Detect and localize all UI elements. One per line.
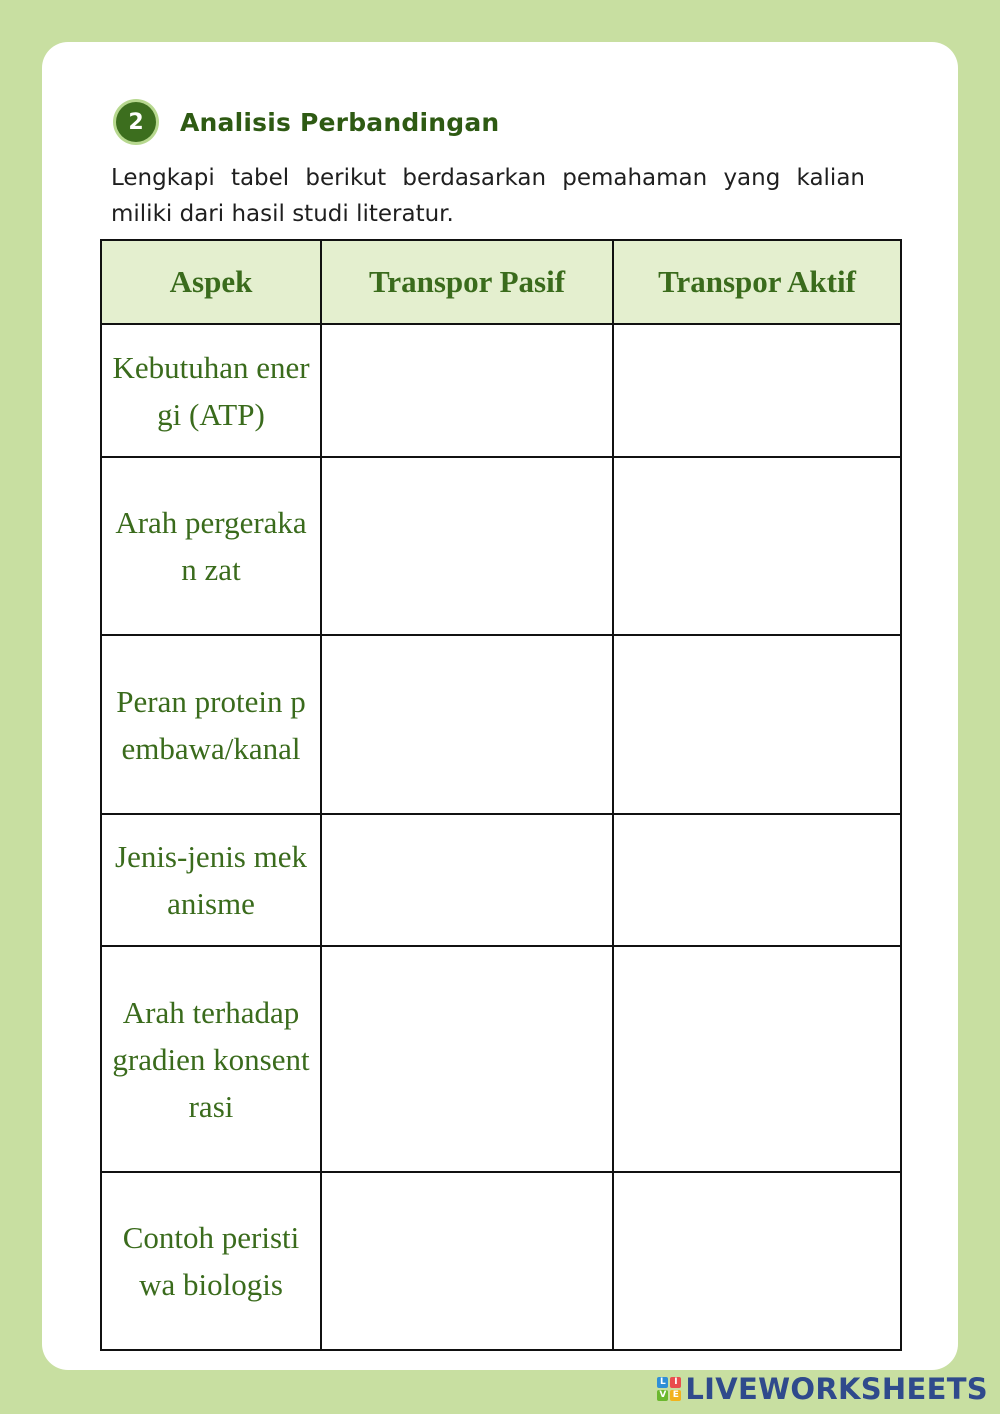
answer-cell-pasif[interactable] [321,1172,613,1350]
section-number-badge: 2 [116,102,156,142]
logo-letter: E [670,1390,681,1401]
table-row [101,457,901,635]
answer-cell-aktif[interactable] [613,457,901,635]
header-transpor-aktif: Transpor Aktif [613,240,901,324]
logo-letter: I [670,1377,681,1388]
answer-cell-pasif[interactable] [321,324,613,457]
aspect-cell: Arah pergerakan zat [101,457,321,635]
table-row [101,635,901,814]
header-aspek: Aspek [101,240,321,324]
table-row [101,814,901,946]
brand-name: LIVEWORKSHEETS [685,1372,988,1406]
aspect-cell: Contoh peristiwa biologis [101,1172,321,1350]
answer-cell-aktif[interactable] [613,635,901,814]
aspect-cell: Jenis-jenis mekanisme [101,814,321,946]
answer-cell-pasif[interactable] [321,457,613,635]
liveworksheets-mark-icon [657,1377,681,1401]
answer-cell-aktif[interactable] [613,324,901,457]
table-row [101,1172,901,1350]
section-header [116,102,499,142]
comparison-table [100,239,902,1351]
table-header-row [101,240,901,324]
answer-cell-pasif[interactable] [321,814,613,946]
liveworksheets-logo [657,1372,988,1406]
instruction-text: Lengkapi tabel berikut berdasarkan pemahaman yang kalian miliki dari hasil studi literatur. [111,165,865,227]
worksheet-card [42,42,958,1370]
logo-letter: L [657,1377,668,1388]
aspect-cell: Arah terhadap gradien konsentrasi [101,946,321,1172]
answer-cell-aktif[interactable] [613,946,901,1172]
logo-letter: V [657,1390,668,1401]
aspect-cell: Peran protein pembawa/kanal [101,635,321,814]
section-title: Analisis Perbandingan [180,107,500,137]
table-row [101,324,901,457]
answer-cell-aktif[interactable] [613,814,901,946]
header-transpor-pasif: Transpor Pasif [321,240,613,324]
aspect-cell: Kebutuhan energi (ATP) [101,324,321,457]
table-row [101,946,901,1172]
answer-cell-pasif[interactable] [321,635,613,814]
answer-cell-pasif[interactable] [321,946,613,1172]
answer-cell-aktif[interactable] [613,1172,901,1350]
